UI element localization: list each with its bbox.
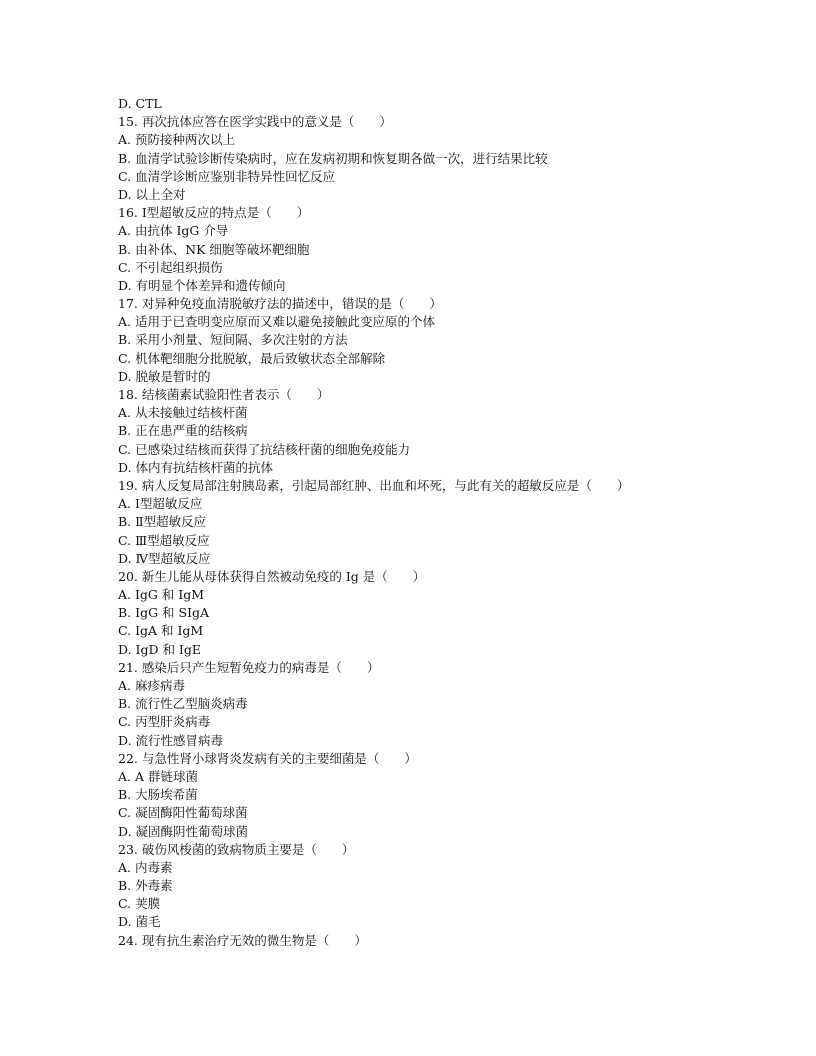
option-line: C. 机体靶细胞分批脱敏，最后致敏状态全部解除	[118, 350, 386, 366]
option-line: D. Ⅳ型超敏反应	[118, 550, 211, 566]
question-line: 23. 破伤风梭菌的致病物质主要是（ ）	[118, 841, 355, 857]
option-line: A. 适用于已查明变应原而又难以避免接触此变应原的个体	[118, 314, 435, 330]
option-line: A. 由抗体 IgG 介导	[118, 223, 229, 239]
option-line: A. 内毒素	[118, 859, 173, 875]
option-line: D. 流行性感冒病毒	[118, 732, 224, 748]
option-line: C. Ⅲ型超敏反应	[118, 532, 210, 548]
option-line: C. 血清学诊断应鉴别非特异性回忆反应	[118, 168, 336, 184]
option-line: B. 血清学试验诊断传染病时，应在发病初期和恢复期各做一次，进行结果比较	[118, 150, 548, 166]
question-line: 15. 再次抗体应答在医学实践中的意义是（ ）	[118, 114, 392, 130]
option-line: A. 从未接触过结核杆菌	[118, 405, 248, 421]
option-line: D. 以上全对	[118, 186, 186, 202]
option-line: D. 脱敏是暂时的	[118, 368, 211, 384]
option-line: C. IgA 和 IgM	[118, 623, 204, 639]
option-line: C. 不引起组织损伤	[118, 259, 223, 275]
option-line: D. IgD 和 IgE	[118, 641, 201, 657]
question-line: 21. 感染后只产生短暂免疫力的病毒是（ ）	[118, 659, 380, 675]
option-line: D. 体内有抗结核杆菌的抗体	[118, 459, 274, 475]
question-line: 16. Ⅰ型超敏反应的特点是（ ）	[118, 205, 310, 221]
question-line: 22. 与急性肾小球肾炎发病有关的主要细菌是（ ）	[118, 750, 417, 766]
option-line: B. 流行性乙型脑炎病毒	[118, 696, 248, 712]
document-page	[118, 95, 718, 950]
question-line: 24. 现有抗生素治疗无效的微生物是（ ）	[118, 932, 367, 948]
option-line: B. Ⅱ型超敏反应	[118, 514, 207, 530]
option-line: A. 预防接种两次以上	[118, 132, 235, 148]
option-line: C. 荚膜	[118, 896, 161, 912]
option-line: B. 外毒素	[118, 878, 173, 894]
question-line: 17. 对异种免疫血清脱敏疗法的描述中，错误的是（ ）	[118, 296, 442, 312]
option-line: B. 由补体、NK 细胞等破坏靶细胞	[118, 241, 310, 257]
option-line: A. 麻疹病毒	[118, 678, 185, 693]
question-line: 20. 新生儿能从母体获得自然被动免疫的 Ig 是（ ）	[118, 568, 426, 584]
option-line: D. 菌毛	[118, 914, 161, 930]
option-line: C. 已感染过结核而获得了抗结核杆菌的细胞免疫能力	[118, 441, 411, 457]
option-line: C. 凝固酶阳性葡萄球菌	[118, 805, 248, 821]
option-line: B. 正在患严重的结核病	[118, 423, 248, 439]
question-line: 19. 病人反复局部注射胰岛素，引起局部红肿、出血和坏死，与此有关的超敏反应是（ ）	[118, 477, 630, 493]
option-line: A. Ⅰ型超敏反应	[118, 496, 203, 512]
option-line: D. 凝固酶阴性葡萄球菌	[118, 823, 249, 839]
question-line: 18. 结核菌素试验阳性者表示（ ）	[118, 387, 330, 402]
option-line: A. A 群链球菌	[118, 768, 198, 784]
option-line: C. 丙型肝炎病毒	[118, 714, 211, 730]
option-line: D. 有明显个体差异和遗传倾向	[118, 277, 286, 293]
option-line: D. CTL	[118, 96, 162, 111]
option-line: B. 大肠埃希菌	[118, 787, 198, 803]
option-line: A. IgG 和 IgM	[118, 587, 205, 603]
option-line: B. 采用小剂量、短间隔、多次注射的方法	[118, 332, 348, 348]
option-line: B. IgG 和 SIgA	[118, 605, 210, 621]
